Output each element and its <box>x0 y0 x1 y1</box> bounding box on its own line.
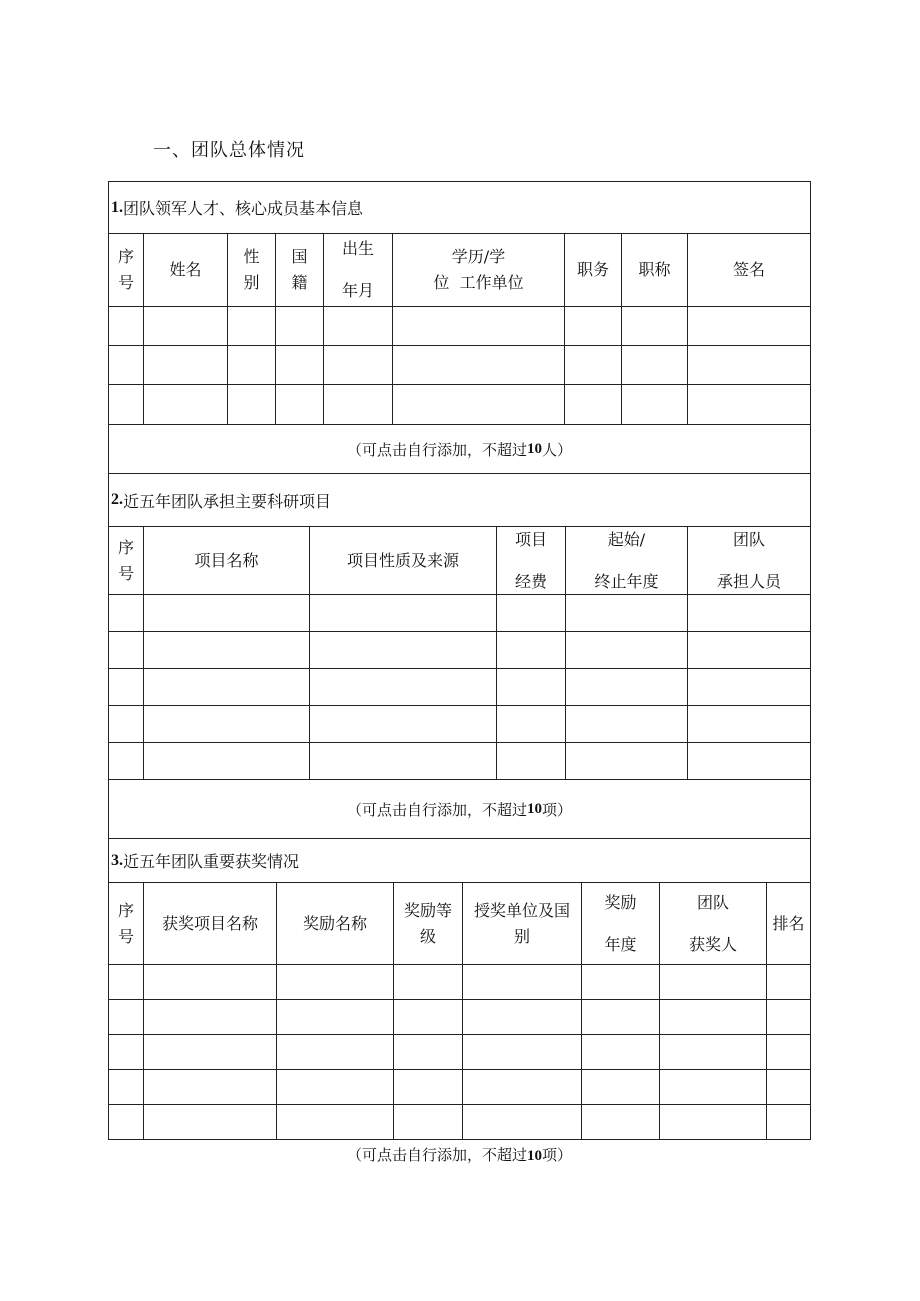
input-cell[interactable] <box>324 346 393 385</box>
input-cell[interactable] <box>109 1105 144 1140</box>
input-cell[interactable] <box>566 669 688 706</box>
input-cell[interactable] <box>144 1070 277 1105</box>
input-cell[interactable] <box>394 1000 463 1035</box>
section3-add-note[interactable] <box>108 1142 811 1168</box>
header-text: 项目 <box>514 529 547 549</box>
header-cell <box>109 234 144 307</box>
input-cell[interactable] <box>144 346 228 385</box>
header-text: 别 <box>513 926 530 946</box>
input-cell[interactable] <box>310 595 497 632</box>
header-cell <box>144 234 228 307</box>
header-text: 序 <box>117 900 134 920</box>
note-unit: 项） <box>542 800 573 819</box>
header-text: 级 <box>419 926 436 946</box>
input-cell[interactable] <box>310 743 497 780</box>
input-cell[interactable] <box>767 965 810 1000</box>
header-text: 年度 <box>604 934 637 954</box>
input-cell[interactable] <box>660 1000 767 1035</box>
input-cell[interactable] <box>109 632 144 669</box>
input-cell[interactable] <box>277 1000 394 1035</box>
input-cell[interactable] <box>566 743 688 780</box>
input-cell[interactable] <box>276 385 324 425</box>
input-cell[interactable] <box>277 965 394 1000</box>
header-text: 起始/ <box>607 529 646 549</box>
note-unit: 项） <box>542 1146 573 1164</box>
input-cell[interactable] <box>566 632 688 669</box>
input-cell[interactable] <box>566 595 688 632</box>
input-cell[interactable] <box>144 965 277 1000</box>
input-cell[interactable] <box>109 965 144 1000</box>
input-cell[interactable] <box>310 669 497 706</box>
section3-title <box>109 839 810 883</box>
input-cell[interactable] <box>109 307 144 346</box>
header-cell <box>394 883 463 965</box>
input-cell[interactable] <box>688 706 810 743</box>
header-cell <box>688 234 810 307</box>
header-text: 性 <box>243 247 260 267</box>
note-limit: 10 <box>527 800 542 817</box>
input-cell[interactable] <box>463 1105 582 1140</box>
projects-table <box>109 527 810 780</box>
input-cell[interactable] <box>582 1035 660 1070</box>
input-cell[interactable] <box>109 1035 144 1070</box>
input-cell[interactable] <box>228 346 276 385</box>
input-cell[interactable] <box>324 307 393 346</box>
header-text: 号 <box>117 563 134 583</box>
header-cell <box>660 883 767 965</box>
input-cell[interactable] <box>688 743 810 780</box>
header-text: 号 <box>117 926 134 946</box>
header-text: 授奖单位及国 <box>473 900 570 920</box>
input-cell[interactable] <box>310 706 497 743</box>
section2-title-text: 近五年团队承担主要科研项目 <box>123 491 332 511</box>
input-cell[interactable] <box>622 307 688 346</box>
input-cell[interactable] <box>688 595 810 632</box>
members-table <box>109 234 810 425</box>
input-cell[interactable] <box>463 1035 582 1070</box>
note-text: （可点击自行添加，不超过 <box>346 440 527 459</box>
page-heading: 一、团队总体情况 <box>153 140 305 161</box>
input-cell[interactable] <box>109 595 144 632</box>
header-text: 承担人员 <box>716 571 781 591</box>
header-cell <box>566 527 688 595</box>
input-cell[interactable] <box>497 669 566 706</box>
header-text: 签名 <box>732 260 765 280</box>
header-text: 序 <box>117 247 134 267</box>
team-info-form <box>108 181 811 1140</box>
header-cell <box>310 527 497 595</box>
header-text: 奖励等 <box>403 900 452 920</box>
input-cell[interactable] <box>582 1000 660 1035</box>
header-text: 籍 <box>291 273 308 292</box>
input-cell[interactable] <box>109 669 144 706</box>
input-cell[interactable] <box>109 743 144 780</box>
input-cell[interactable] <box>622 346 688 385</box>
input-cell[interactable] <box>565 385 622 425</box>
input-cell[interactable] <box>109 346 144 385</box>
header-text: 项目性质及来源 <box>346 550 459 570</box>
input-cell[interactable] <box>144 1035 277 1070</box>
note-text: （可点击自行添加，不超过 <box>346 800 527 819</box>
input-cell[interactable] <box>109 1000 144 1035</box>
input-cell[interactable] <box>393 307 565 346</box>
input-cell[interactable] <box>565 307 622 346</box>
header-text: 国 <box>291 247 308 267</box>
input-cell[interactable] <box>277 1105 394 1140</box>
input-cell[interactable] <box>394 1070 463 1105</box>
note-unit: 人） <box>542 440 573 459</box>
input-cell[interactable] <box>688 669 810 706</box>
header-text: 获奖项目名称 <box>161 913 258 933</box>
input-cell[interactable] <box>276 307 324 346</box>
section1-title <box>109 182 810 234</box>
input-cell[interactable] <box>394 965 463 1000</box>
input-cell[interactable] <box>497 706 566 743</box>
input-cell[interactable] <box>767 1035 810 1070</box>
input-cell[interactable] <box>660 1070 767 1105</box>
input-cell[interactable] <box>277 1070 394 1105</box>
header-text: 出生 <box>341 239 374 259</box>
input-cell[interactable] <box>622 385 688 425</box>
header-cell <box>277 883 394 965</box>
note-limit: 10 <box>527 1148 542 1164</box>
header-text: 获奖人 <box>688 934 737 954</box>
header-text: 团队 <box>696 892 729 912</box>
section1-add-note[interactable] <box>109 425 810 474</box>
input-cell[interactable] <box>144 307 228 346</box>
header-text: 终止年度 <box>594 571 659 591</box>
input-cell[interactable] <box>582 965 660 1000</box>
header-cell <box>497 527 566 595</box>
input-cell[interactable] <box>394 1105 463 1140</box>
input-cell[interactable] <box>144 743 310 780</box>
input-cell[interactable] <box>497 595 566 632</box>
header-text: 团队 <box>732 529 765 549</box>
header-cell <box>324 234 393 307</box>
section3-title-number: 3. <box>111 851 123 869</box>
input-cell[interactable] <box>109 706 144 743</box>
input-cell[interactable] <box>144 706 310 743</box>
input-cell[interactable] <box>144 669 310 706</box>
section2-title <box>109 474 810 527</box>
input-cell[interactable] <box>324 385 393 425</box>
input-cell[interactable] <box>394 1035 463 1070</box>
input-cell[interactable] <box>497 743 566 780</box>
header-text: 号 <box>117 273 134 292</box>
input-cell[interactable] <box>688 385 810 425</box>
input-cell[interactable] <box>144 1000 277 1035</box>
awards-table <box>109 883 810 1140</box>
input-cell[interactable] <box>144 632 310 669</box>
input-cell[interactable] <box>276 346 324 385</box>
input-cell[interactable] <box>688 632 810 669</box>
input-cell[interactable] <box>228 307 276 346</box>
input-cell[interactable] <box>310 632 497 669</box>
header-text: 学历/学 <box>451 247 506 267</box>
header-text: 排名 <box>772 913 805 933</box>
input-cell[interactable] <box>660 1035 767 1070</box>
input-cell[interactable] <box>393 385 565 425</box>
header-text: 奖励名称 <box>302 913 367 933</box>
input-cell[interactable] <box>688 307 810 346</box>
input-cell[interactable] <box>767 1105 810 1140</box>
input-cell[interactable] <box>565 346 622 385</box>
header-cell <box>109 883 144 965</box>
section2-title-number: 2. <box>111 491 123 508</box>
header-text: 别 <box>243 273 260 292</box>
header-cell <box>144 527 310 595</box>
input-cell[interactable] <box>767 1070 810 1105</box>
header-text: 姓名 <box>169 260 202 280</box>
section2-add-note[interactable] <box>109 780 810 839</box>
input-cell[interactable] <box>660 965 767 1000</box>
header-cell <box>109 527 144 595</box>
header-text: 职务 <box>576 260 609 280</box>
header-text: 项目名称 <box>194 550 259 570</box>
note-text: （可点击自行添加，不超过 <box>346 1146 527 1164</box>
header-cell <box>565 234 622 307</box>
header-text: 奖励 <box>604 892 637 912</box>
header-cell <box>582 883 660 965</box>
section1-title-number: 1. <box>111 198 123 216</box>
input-cell[interactable] <box>660 1105 767 1140</box>
input-cell[interactable] <box>144 1105 277 1140</box>
input-cell[interactable] <box>688 346 810 385</box>
header-text: 经费 <box>514 571 547 591</box>
input-cell[interactable] <box>582 1070 660 1105</box>
header-text: 年月 <box>341 281 374 300</box>
header-cell <box>622 234 688 307</box>
input-cell[interactable] <box>109 1070 144 1105</box>
header-text: 位 工作单位 <box>433 273 524 292</box>
input-cell[interactable] <box>228 385 276 425</box>
header-cell <box>276 234 324 307</box>
header-text: 职称 <box>638 260 671 280</box>
input-cell[interactable] <box>767 1000 810 1035</box>
header-cell <box>688 527 810 595</box>
note-limit: 10 <box>527 440 542 457</box>
input-cell[interactable] <box>393 346 565 385</box>
header-cell <box>767 883 810 965</box>
input-cell[interactable] <box>463 1000 582 1035</box>
header-cell <box>393 234 565 307</box>
input-cell[interactable] <box>566 706 688 743</box>
header-text: 序 <box>117 537 134 557</box>
section1-title-text: 团队领军人才、核心成员基本信息 <box>123 199 364 218</box>
input-cell[interactable] <box>144 385 228 425</box>
input-cell[interactable] <box>463 965 582 1000</box>
input-cell[interactable] <box>582 1105 660 1140</box>
header-cell <box>463 883 582 965</box>
input-cell[interactable] <box>497 632 566 669</box>
header-cell <box>228 234 276 307</box>
input-cell[interactable] <box>463 1070 582 1105</box>
input-cell[interactable] <box>144 595 310 632</box>
header-cell <box>144 883 277 965</box>
section3-title-text: 近五年团队重要获奖情况 <box>123 852 300 871</box>
input-cell[interactable] <box>109 385 144 425</box>
input-cell[interactable] <box>277 1035 394 1070</box>
